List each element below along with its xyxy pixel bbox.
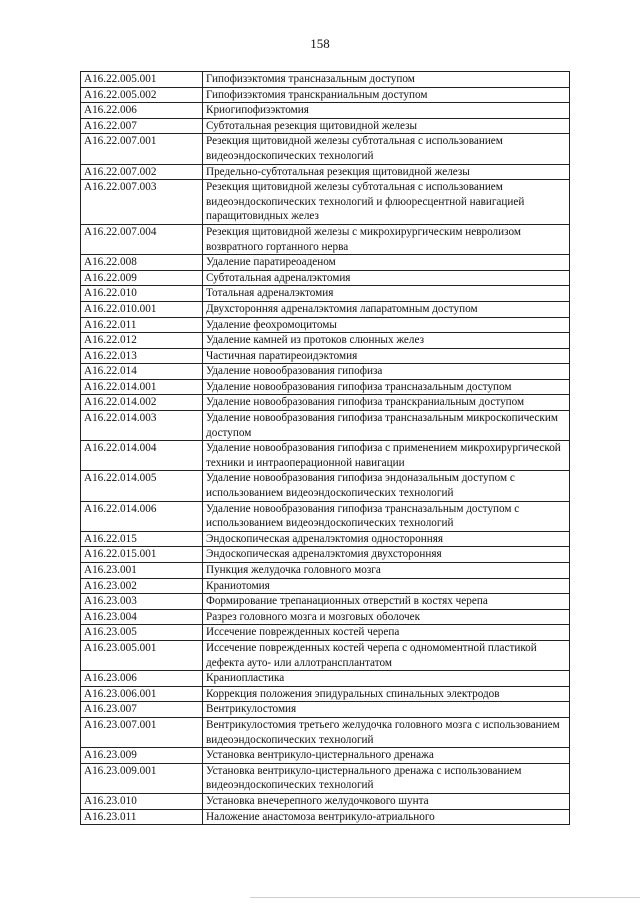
procedure-code-cell: A16.22.007.002: [81, 164, 203, 180]
table-row: [81, 333, 570, 349]
procedure-name-cell: Разрез головного мозга и мозговых оболочек: [203, 609, 570, 625]
procedure-name-cell: Коррекция положения эпидуральных спинальных электродов: [203, 686, 570, 702]
table-row: [81, 134, 570, 164]
procedure-name-cell: Предельно-субтотальная резекция щитовидной железы: [203, 164, 570, 180]
procedure-code-cell: A16.22.014.002: [81, 395, 203, 411]
procedure-name-cell: Удаление паратиреоаденом: [203, 255, 570, 271]
procedure-code-cell: A16.22.010: [81, 286, 203, 302]
procedure-name-cell: Иссечение поврежденных костей черепа с одномоментной пластикой дефекта ауто- или аллотрансплантатом: [203, 640, 570, 670]
procedure-name-cell: Резекция щитовидной железы субтотальная с использованием видеоэндоскопических технологий и флюоресцентной навигацией паращитовидных желез: [203, 180, 570, 225]
table-row: [81, 809, 570, 825]
table-row: [81, 286, 570, 302]
table-row: [81, 164, 570, 180]
procedure-code-cell: A16.23.007.001: [81, 717, 203, 747]
table-row: [81, 87, 570, 103]
table-row: [81, 72, 570, 88]
procedure-name-cell: Гипофизэктомия транскраниальным доступом: [203, 87, 570, 103]
procedure-code-cell: A16.22.014.006: [81, 501, 203, 531]
table-row: [81, 255, 570, 271]
procedure-codes-table: [80, 71, 570, 825]
procedure-code-cell: A16.23.005.001: [81, 640, 203, 670]
table-row: [81, 471, 570, 501]
table-row: [81, 547, 570, 563]
procedure-name-cell: Гипофизэктомия трансназальным доступом: [203, 72, 570, 88]
table-row: [81, 609, 570, 625]
procedure-code-cell: A16.23.010: [81, 793, 203, 809]
procedure-code-cell: A16.22.014.005: [81, 471, 203, 501]
procedure-code-cell: A16.23.009.001: [81, 763, 203, 793]
table-row: [81, 379, 570, 395]
procedure-name-cell: Удаление новообразования гипофиза трансназальным доступом: [203, 379, 570, 395]
table-row: [81, 348, 570, 364]
table-row: [81, 531, 570, 547]
procedure-code-cell: A16.23.006: [81, 671, 203, 687]
procedure-name-cell: Наложение анастомоза вентрикуло-атриального: [203, 809, 570, 825]
table-row: [81, 748, 570, 764]
procedure-name-cell: Криогипофизэктомия: [203, 103, 570, 119]
procedure-name-cell: Эндоскопическая адреналэктомия двухсторонняя: [203, 547, 570, 563]
procedure-code-cell: A16.23.001: [81, 563, 203, 579]
table-row: [81, 686, 570, 702]
procedure-name-cell: Двухсторонняя адреналэктомия лапаратомным доступом: [203, 301, 570, 317]
table-row: [81, 671, 570, 687]
procedure-name-cell: Частичная паратиреоидэктомия: [203, 348, 570, 364]
procedure-code-cell: A16.22.008: [81, 255, 203, 271]
table-body: [81, 72, 570, 825]
page-number: 158: [310, 36, 330, 51]
procedure-name-cell: Установка вентрикуло-цистернального дренажа с использованием видеоэндоскопических технологий: [203, 763, 570, 793]
procedure-name-cell: Удаление новообразования гипофиза с применением микрохирургической техники и интраоперационной навигации: [203, 441, 570, 471]
procedure-name-cell: Вентрикулостомия: [203, 702, 570, 718]
procedure-name-cell: Эндоскопическая адреналэктомия односторонняя: [203, 531, 570, 547]
procedure-code-cell: A16.22.014.001: [81, 379, 203, 395]
table-row: [81, 702, 570, 718]
procedure-name-cell: Установка внечерепного желудочкового шунта: [203, 793, 570, 809]
procedure-name-cell: Вентрикулостомия третьего желудочка головного мозга с использованием видеоэндоскопических технологий: [203, 717, 570, 747]
procedure-code-cell: A16.22.014.004: [81, 441, 203, 471]
procedure-name-cell: Удаление новообразования гипофиза эндоназальным доступом с использованием видеоэндоскопических технологий: [203, 471, 570, 501]
procedure-code-cell: A16.22.007.001: [81, 134, 203, 164]
procedure-code-cell: A16.22.007.003: [81, 180, 203, 225]
table-row: [81, 103, 570, 119]
table-row: [81, 180, 570, 225]
procedure-code-cell: A16.22.007.004: [81, 224, 203, 254]
table-row: [81, 224, 570, 254]
procedure-code-cell: A16.23.004: [81, 609, 203, 625]
procedure-name-cell: Формирование трепанационных отверстий в костях черепа: [203, 594, 570, 610]
procedure-code-cell: A16.22.009: [81, 270, 203, 286]
procedure-code-cell: A16.23.009: [81, 748, 203, 764]
table-row: [81, 270, 570, 286]
procedure-code-cell: A16.23.003: [81, 594, 203, 610]
procedure-code-cell: A16.22.014: [81, 364, 203, 380]
table-row: [81, 317, 570, 333]
procedure-name-cell: Субтотальная адреналэктомия: [203, 270, 570, 286]
table-row: [81, 118, 570, 134]
procedure-name-cell: Резекция щитовидной железы субтотальная с использованием видеоэндоскопических технологий: [203, 134, 570, 164]
table-row: [81, 563, 570, 579]
procedure-code-cell: A16.22.006: [81, 103, 203, 119]
procedure-name-cell: Удаление камней из протоков слюнных желез: [203, 333, 570, 349]
table-row: [81, 501, 570, 531]
procedure-code-cell: A16.23.007: [81, 702, 203, 718]
procedure-code-cell: A16.22.015.001: [81, 547, 203, 563]
table-row: [81, 793, 570, 809]
procedure-code-cell: A16.22.012: [81, 333, 203, 349]
procedure-name-cell: Удаление новообразования гипофиза трансназальным доступом с использованием видеоэндоскопических технологий: [203, 501, 570, 531]
procedure-code-cell: A16.22.015: [81, 531, 203, 547]
procedure-name-cell: Краниопластика: [203, 671, 570, 687]
procedure-code-cell: A16.22.010.001: [81, 301, 203, 317]
procedure-name-cell: Тотальная адреналэктомия: [203, 286, 570, 302]
procedure-code-cell: A16.23.006.001: [81, 686, 203, 702]
table-row: [81, 594, 570, 610]
procedure-name-cell: Иссечение поврежденных костей черепа: [203, 625, 570, 641]
table-row: [81, 441, 570, 471]
procedure-name-cell: Резекция щитовидной железы с микрохирургическим невролизом возвратного гортанного нерва: [203, 224, 570, 254]
procedure-code-cell: A16.22.013: [81, 348, 203, 364]
table-row: [81, 301, 570, 317]
table-row: [81, 717, 570, 747]
procedure-code-cell: A16.22.014.003: [81, 411, 203, 441]
procedure-code-cell: A16.23.002: [81, 578, 203, 594]
procedure-name-cell: Установка вентрикуло-цистернального дренажа: [203, 748, 570, 764]
procedure-name-cell: Удаление новообразования гипофиза: [203, 364, 570, 380]
procedure-code-cell: A16.22.011: [81, 317, 203, 333]
procedure-code-cell: A16.23.005: [81, 625, 203, 641]
procedure-name-cell: Пункция желудочка головного мозга: [203, 563, 570, 579]
procedure-name-cell: Удаление феохромоцитомы: [203, 317, 570, 333]
procedure-name-cell: Краниотомия: [203, 578, 570, 594]
table-row: [81, 640, 570, 670]
table-row: [81, 395, 570, 411]
procedure-code-cell: A16.22.005.001: [81, 72, 203, 88]
procedure-name-cell: Субтотальная резекция щитовидной железы: [203, 118, 570, 134]
table-row: [81, 364, 570, 380]
scan-edge-line: [250, 897, 640, 898]
procedure-name-cell: Удаление новообразования гипофиза трансназальным микроскопическим доступом: [203, 411, 570, 441]
procedure-name-cell: Удаление новообразования гипофиза транскраниальным доступом: [203, 395, 570, 411]
table-row: [81, 763, 570, 793]
procedure-code-cell: A16.22.007: [81, 118, 203, 134]
table-row: [81, 625, 570, 641]
table-row: [81, 411, 570, 441]
procedure-code-cell: A16.22.005.002: [81, 87, 203, 103]
procedure-code-cell: A16.23.011: [81, 809, 203, 825]
table-row: [81, 578, 570, 594]
